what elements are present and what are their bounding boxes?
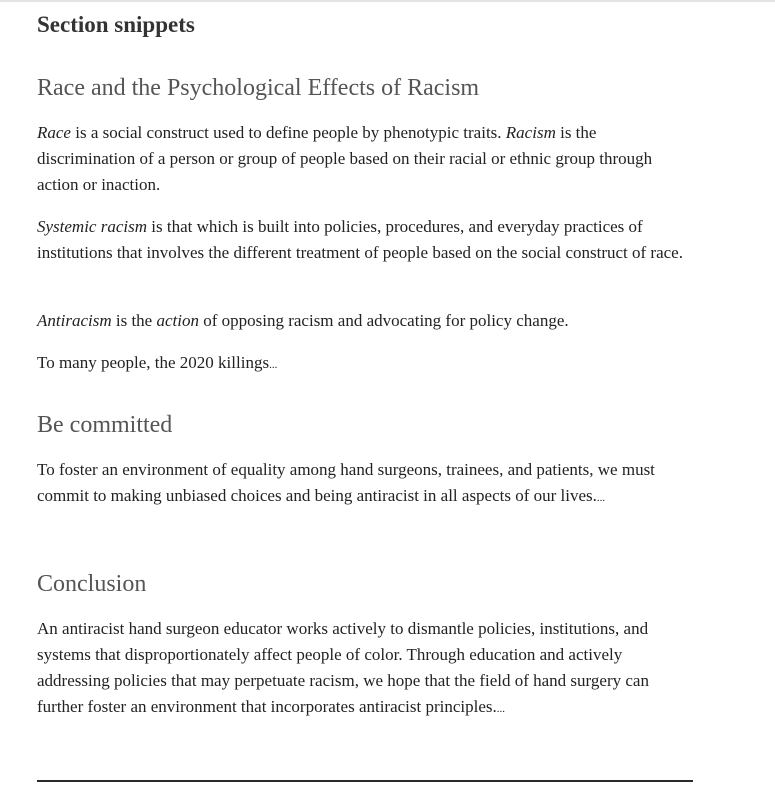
paragraph-systemic-racism <box>37 214 697 266</box>
page-title: Section snippets <box>37 12 195 37</box>
be-committed-text: To foster an environment of equality among hand surgeons, trainees, and patients, we must commit to making unbiased choices and being antiracist in all aspects of our lives. <box>37 460 655 505</box>
paragraph-2020-killings <box>37 350 697 378</box>
racism-definition-text: is the discrimination of a person or group of people based on their racial or ethnic group through action or inaction. <box>37 123 653 194</box>
race-definition-text: is a social construct used to define people by phenotypic traits. <box>70 123 506 142</box>
truncation-ellipsis: ... <box>596 492 606 504</box>
term-action: action <box>156 311 199 330</box>
systemic-racism-text: is that which is built into policies, procedures, and everyday practices of institutions that involves the different treatment of people based on the social construct of race. <box>37 217 683 262</box>
bottom-divider <box>37 780 693 782</box>
antiracism-text-1: is the <box>111 311 157 330</box>
antiracism-text-2: of opposing racism and advocating for policy change. <box>198 311 569 330</box>
truncation-ellipsis: ... <box>496 703 506 715</box>
term-race: Race <box>37 123 71 142</box>
term-antiracism: Antiracism <box>37 311 112 330</box>
paragraph-be-committed <box>37 457 697 511</box>
section-title-be-committed: Be committed <box>37 412 173 438</box>
conclusion-text: An antiracist hand surgeon educator works actively to dismantle policies, institutions, and systems that disproportionately affect people of color. Through education and actively addressing policies that may perpetuate racism, we hope that the field of hand surgery can further foster an environment that incorporates antiracist principles. <box>37 619 649 716</box>
term-systemic-racism: Systemic racism <box>37 217 148 236</box>
paragraph-conclusion <box>37 616 697 722</box>
paragraph-antiracism <box>37 308 697 334</box>
section-title-race: Race and the Psychological Effects of Racism <box>37 75 480 101</box>
truncation-ellipsis: ... <box>269 359 278 371</box>
term-racism: Racism <box>505 123 556 142</box>
section-title-conclusion: Conclusion <box>37 571 147 597</box>
paragraph-race-definition <box>37 120 697 198</box>
top-divider <box>0 0 775 2</box>
killings-text: To many people, the 2020 killings <box>37 353 270 372</box>
